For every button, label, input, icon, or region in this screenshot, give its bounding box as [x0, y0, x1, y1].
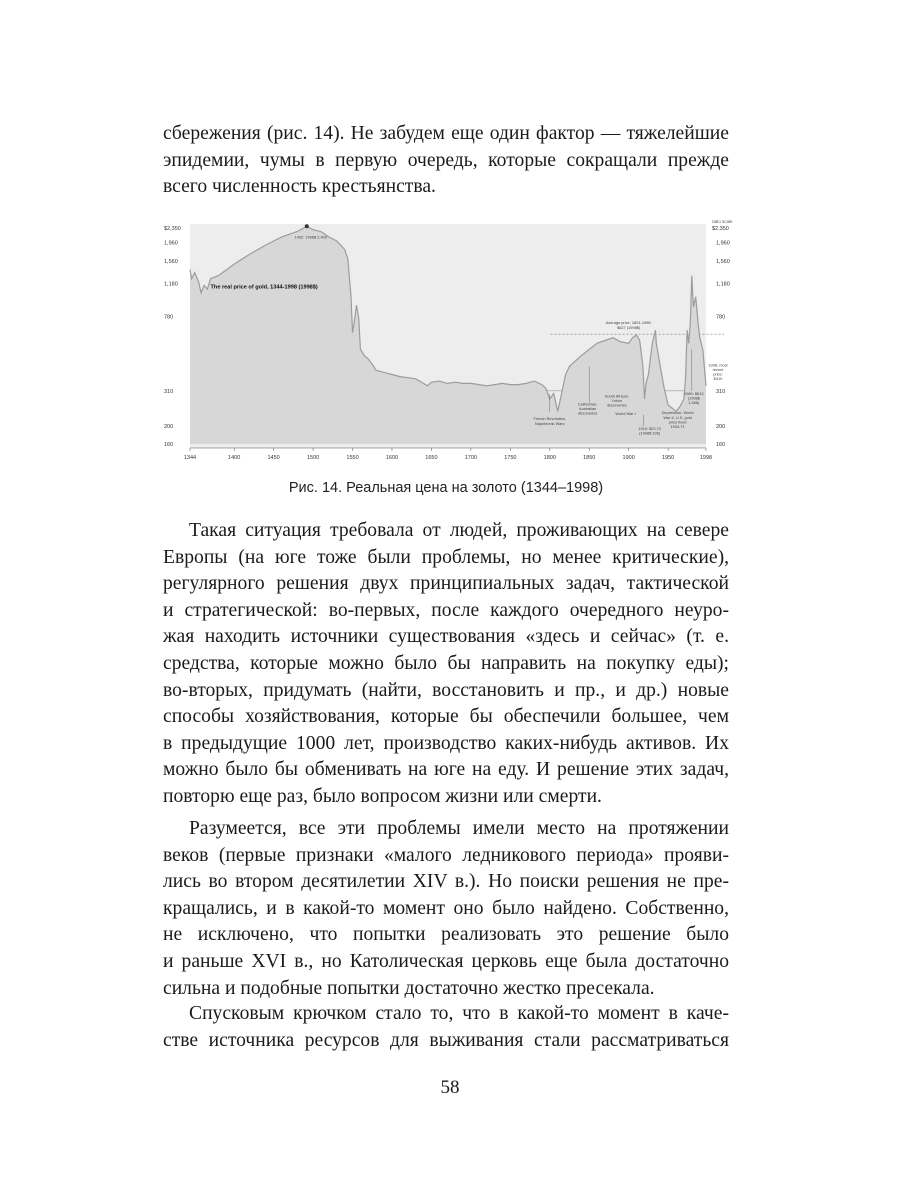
text-line: кращались, и в какой-то момент оно было найдено. Собственно,: [163, 897, 729, 919]
text-line: лись во втором десятилетии XIV в.). Но поиски решения не пре-: [163, 871, 729, 893]
text-line: жая находить источники существования «здесь и сейчас» (т. е.: [163, 626, 729, 648]
y-tick-label-right: 1,560: [716, 258, 730, 265]
chart-title: The real price of gold, 1344-1998 (1998$): [210, 284, 318, 291]
y-tick-label-right: 1,960: [716, 240, 730, 247]
annotation-1919: 1919: $20.70 (1998$ 196): [638, 426, 662, 436]
text-line: Европы (на юге тоже были проблемы, но менее критические),: [163, 546, 729, 568]
annotation-peak: 1492: 1998$ 2,400: [294, 234, 327, 240]
text-line: во-вторых, придумать (найти, восстановить и пр., и др.) новые: [163, 679, 729, 701]
y-tick-label-right: 1,180: [716, 281, 730, 288]
y-tick-label-right: 310: [716, 388, 726, 395]
y-tick-label-left: 160: [164, 442, 174, 448]
top-paragraph: [163, 121, 729, 201]
text-line: и стратегической: во-первых, после каждого очередного неуро-: [163, 599, 729, 621]
text-line: в предыдущие 1000 лет, производство каких-нибудь активов. Их: [163, 732, 729, 754]
annotation-1980: 1980: $613 (1998$ 1,568): [684, 390, 704, 406]
y-tick-label-right: 780: [716, 314, 726, 321]
peak-marker: [305, 224, 309, 228]
text-line: веков (первые признаки «малого ледникового периода» прояви-: [163, 844, 729, 866]
annotation-1998: 1998, most recent price: $310: [708, 362, 728, 382]
y-tick-label-left: 780: [164, 314, 174, 321]
x-tick-label: 1800: [543, 455, 556, 461]
x-tick-label: 1850: [583, 455, 596, 461]
gold-price-chart: [160, 214, 734, 466]
x-tick-label: 1400: [228, 455, 241, 461]
y-tick-label-right: $2,350: [712, 226, 729, 232]
text-line: повторю еще раз, было вопросом жизни или смерти.: [163, 785, 602, 807]
annotation-average: Average price, 1801-1998: $627 (1998$): [605, 320, 652, 330]
text-line: Такая ситуация требовала от людей, проживающих на севере: [189, 520, 729, 541]
chart-svg: [160, 214, 734, 466]
x-tick-label: 1998: [699, 455, 713, 461]
text-line: способы хозяйствования, которые бы обеспечили большее, чем: [163, 706, 729, 728]
text-line: всего численность крестьянства.: [163, 176, 436, 198]
x-tick-label: 1900: [622, 455, 635, 461]
x-tick-label: 1550: [346, 455, 359, 461]
text-line: стве источника ресурсов для выживания стали рассматриваться: [163, 1029, 729, 1051]
text-line: сильна и подобные попытки достаточно жестко пресекала.: [163, 977, 655, 999]
annotation-world-war-1: World War I: [615, 411, 636, 417]
figure-caption: Рис. 14. Реальная цена на золото (1344–1998): [288, 480, 604, 496]
annotation-south-african: South African, Yukon discoveries: [604, 393, 629, 408]
text-line: регулярного решения двух принципиальных задач, тактической: [163, 573, 729, 595]
text-line: Разумеется, все эти проблемы имели место на протяжении: [189, 818, 729, 839]
text-line: не исключено, что попытки реализовать это решение было: [163, 924, 729, 946]
text-line: средства, которые можно было бы направить на покупку еды);: [163, 652, 729, 674]
page-number: 58: [440, 1077, 460, 1098]
text-line: можно было бы обменивать на юге на еду. И решение этих задач,: [163, 759, 729, 781]
y-tick-label-left: 1,960: [164, 240, 178, 247]
x-tick-label: 1650: [425, 455, 438, 461]
x-tick-label: 1700: [464, 455, 478, 461]
x-tick-label: 1600: [385, 455, 399, 461]
annotation-depression: Depression, World War II, U.S. gold price fixed 1934-71: [661, 410, 694, 430]
y-tick-label-left: 1,560: [164, 258, 178, 265]
text-line: эпидемии, чумы в первую очередь, которые сокращали прежде: [163, 149, 729, 171]
right-axis-header: ratio scale: [712, 219, 733, 224]
text-line: Спусковым крючком стало то, что в какой-то момент в каче-: [189, 1003, 729, 1024]
y-tick-label-left: 1,180: [164, 281, 178, 288]
y-tick-label-left: 310: [164, 388, 174, 395]
body-paragraph-1: [163, 518, 729, 811]
x-tick-label: 1500: [306, 455, 320, 461]
y-tick-label-right: 200: [716, 424, 726, 431]
y-tick-label-left: $2,350: [164, 226, 181, 232]
annotation-californian: Californian, Australian discoveries: [577, 401, 598, 416]
x-tick-label: 1450: [267, 455, 280, 461]
x-tick-label: 1750: [504, 455, 517, 461]
x-tick-label: 1950: [662, 455, 675, 461]
body-paragraph-2: [163, 816, 729, 1002]
body-paragraph-3: [163, 1001, 729, 1054]
text-line: и раньше XVI в., но Католическая церковь еще была достаточно: [163, 950, 729, 972]
y-tick-label-right: 160: [716, 442, 726, 448]
annotation-french-revolution: French Revolution, Napoleonic Wars: [533, 416, 567, 426]
y-tick-label-left: 200: [164, 424, 174, 431]
x-tick-label: 1344: [183, 455, 197, 461]
text-line: сбережения (рис. 14). Не забудем еще один фактор — тяжелейшие: [163, 123, 729, 144]
